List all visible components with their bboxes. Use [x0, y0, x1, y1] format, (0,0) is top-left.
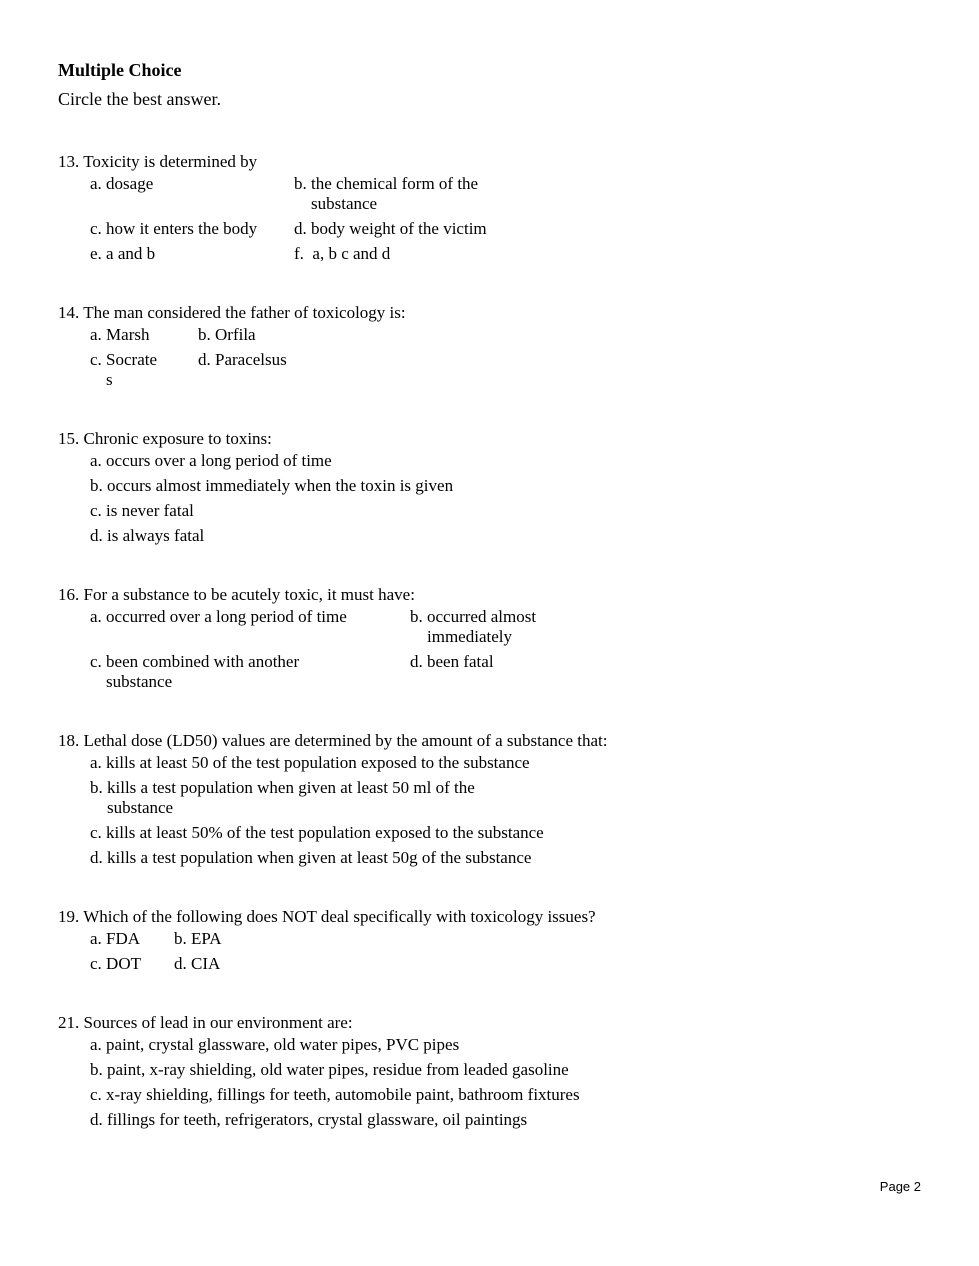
answer-options	[90, 325, 406, 395]
option-b[interactable]	[174, 929, 222, 949]
option-text: paint, x-ray shielding, old water pipes, residue from leaded gasoline	[107, 1060, 569, 1079]
option-d[interactable]	[90, 526, 453, 551]
answer-options	[90, 451, 453, 551]
option-letter: c.	[90, 350, 102, 369]
option-a[interactable]	[90, 325, 150, 345]
question-18	[58, 731, 608, 873]
question-15	[58, 429, 453, 551]
option-a[interactable]	[90, 753, 608, 778]
section-heading: Multiple Choice	[58, 60, 182, 80]
option-text: kills at least 50% of the test population exposed to the substance	[106, 823, 544, 842]
option-letter: b.	[174, 929, 187, 948]
question-stem: 18. Lethal dose (LD50) values are determined by the amount of a substance that:	[58, 731, 608, 750]
answer-options	[90, 1035, 580, 1135]
option-letter: c.	[90, 501, 102, 520]
answer-options	[90, 174, 487, 269]
option-letter: d.	[198, 350, 211, 369]
option-letter: d.	[410, 652, 423, 671]
option-a[interactable]	[90, 1035, 580, 1060]
option-letter: d.	[294, 219, 307, 238]
option-letter: c.	[90, 954, 102, 973]
option-letter: c.	[90, 1085, 102, 1104]
question-stem: 15. Chronic exposure to toxins:	[58, 429, 272, 448]
option-b[interactable]	[90, 476, 453, 501]
option-c[interactable]	[90, 350, 162, 390]
option-text: been combined with another substance	[106, 652, 300, 691]
page-number: Page 2	[879, 1179, 921, 1194]
option-b[interactable]	[90, 778, 510, 823]
option-c[interactable]	[90, 1085, 580, 1110]
option-letter: c.	[90, 823, 102, 842]
question-stem: 14. The man considered the father of toxicology is:	[58, 303, 406, 322]
option-text: FDA	[106, 929, 141, 948]
option-letter: c.	[90, 219, 102, 238]
option-d[interactable]	[90, 1110, 580, 1135]
option-text: CIA	[191, 954, 221, 973]
option-d[interactable]	[90, 848, 608, 873]
option-c[interactable]	[90, 954, 141, 974]
option-text: dosage	[106, 174, 154, 193]
option-c[interactable]	[90, 823, 608, 848]
option-letter: b.	[90, 778, 103, 797]
option-b[interactable]	[198, 325, 256, 345]
question-stem: 13. Toxicity is determined by	[58, 152, 258, 171]
option-letter: b.	[294, 174, 307, 193]
option-text: occurred almost immediately	[427, 607, 537, 646]
option-b[interactable]	[410, 607, 550, 647]
option-text: Orfila	[215, 325, 256, 344]
option-d[interactable]	[294, 219, 487, 239]
option-c[interactable]	[90, 652, 315, 692]
option-letter: b.	[410, 607, 423, 626]
option-letter: a.	[90, 929, 102, 948]
option-text: kills a test population when given at least 50 ml of the substance	[107, 778, 475, 817]
option-c[interactable]	[90, 219, 290, 239]
option-d[interactable]	[174, 954, 220, 974]
option-text: is always fatal	[107, 526, 205, 545]
option-text: how it enters the body	[106, 219, 258, 238]
question-19	[58, 907, 596, 979]
question-21	[58, 1013, 580, 1135]
option-f[interactable]	[294, 244, 390, 264]
option-letter: e.	[90, 244, 102, 263]
answer-options	[90, 753, 608, 873]
question-stem: 16. For a substance to be acutely toxic, it must have:	[58, 585, 415, 604]
answer-options	[90, 929, 596, 979]
option-a[interactable]	[90, 929, 140, 949]
option-letter: b.	[198, 325, 211, 344]
question-13	[58, 152, 487, 269]
option-b[interactable]	[294, 174, 504, 214]
option-text: kills a test population when given at least 50g of the substance	[107, 848, 532, 867]
option-letter: d.	[90, 526, 103, 545]
option-letter: f.	[294, 244, 304, 263]
option-text: the chemical form of the substance	[311, 174, 479, 213]
option-d[interactable]	[198, 350, 287, 370]
question-16	[58, 585, 537, 697]
question-stem: 19. Which of the following does NOT deal specifically with toxicology issues?	[58, 907, 596, 926]
option-text: fillings for teeth, refrigerators, crystal glassware, oil paintings	[107, 1110, 528, 1129]
option-e[interactable]	[90, 244, 155, 264]
option-text: DOT	[106, 954, 141, 973]
question-stem: 21. Sources of lead in our environment are:	[58, 1013, 353, 1032]
option-a[interactable]	[90, 607, 347, 627]
option-letter: c.	[90, 652, 102, 671]
option-text: Socrates	[106, 350, 158, 389]
option-a[interactable]	[90, 451, 453, 476]
option-letter: a.	[90, 325, 102, 344]
option-letter: a.	[90, 451, 102, 470]
option-text: occurred over a long period of time	[106, 607, 347, 626]
option-letter: d.	[90, 848, 103, 867]
option-letter: d.	[90, 1110, 103, 1129]
option-text: occurs over a long period of time	[106, 451, 332, 470]
instructions: Circle the best answer.	[58, 89, 221, 109]
option-text: x-ray shielding, fillings for teeth, automobile paint, bathroom fixtures	[106, 1085, 580, 1104]
question-14	[58, 303, 406, 395]
option-letter: a.	[90, 607, 102, 626]
option-letter: b.	[90, 476, 103, 495]
option-text: is never fatal	[106, 501, 194, 520]
option-b[interactable]	[90, 1060, 580, 1085]
option-letter: d.	[174, 954, 187, 973]
option-letter: a.	[90, 1035, 102, 1054]
option-text: Marsh	[106, 325, 150, 344]
option-a[interactable]	[90, 174, 290, 194]
option-text: kills at least 50 of the test population exposed to the substance	[106, 753, 530, 772]
answer-options	[90, 607, 537, 697]
option-letter: a.	[90, 174, 102, 193]
option-text: paint, crystal glassware, old water pipes, PVC pipes	[106, 1035, 460, 1054]
option-c[interactable]	[90, 501, 453, 526]
option-text: EPA	[191, 929, 222, 948]
option-d[interactable]	[410, 652, 494, 672]
option-text: body weight of the victim	[311, 219, 487, 238]
option-text: been fatal	[427, 652, 494, 671]
option-text: a, b c and d	[312, 244, 391, 263]
option-text: occurs almost immediately when the toxin is given	[107, 476, 454, 495]
option-text: a and b	[106, 244, 156, 263]
option-text: Paracelsus	[215, 350, 287, 369]
option-letter: a.	[90, 753, 102, 772]
option-letter: b.	[90, 1060, 103, 1079]
